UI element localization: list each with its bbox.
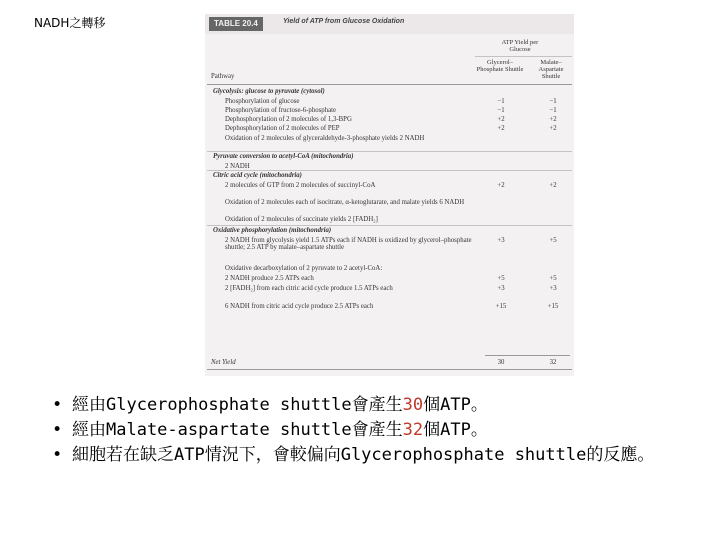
section-rule — [207, 170, 572, 171]
row-label: Phosphorylation of glucose — [225, 98, 300, 105]
row-value-malate: +5 — [549, 275, 557, 282]
column-group-rule — [475, 56, 572, 57]
bullet-dot-icon: • — [52, 445, 63, 465]
row-label: 2 NADH — [225, 163, 250, 170]
row-value-malate: +2 — [549, 125, 557, 132]
row-value-malate: +5 — [549, 237, 557, 244]
row-label: Oxidation of 2 molecules of glyceraldehyde-3-phosphate yields 2 NADH — [225, 135, 425, 142]
net-yield-label: Net Yield — [211, 359, 236, 366]
bottom-rule — [207, 369, 572, 370]
bullet-text-suffix: 個ATP。 — [423, 395, 488, 415]
bullet-highlight-number: 30 — [402, 395, 424, 415]
column-header-glycerol-phosphate: Glycerol–Phosphate Shuttle — [476, 59, 524, 73]
row-value-malate: −1 — [549, 107, 557, 114]
row-value-glycerol: +3 — [497, 237, 505, 244]
page-title: NADH之轉移 — [34, 16, 106, 30]
row-label: Dephosphorylation of 2 molecules of PEP — [225, 125, 340, 132]
bullet-item — [52, 393, 692, 418]
row-value-malate: +2 — [549, 116, 557, 123]
row-label: Oxidation of 2 molecules each of isocitrate, α-ketoglutarate, and malate yields 6 NADH — [225, 199, 465, 206]
bullet-item — [52, 418, 692, 443]
table-header-bar — [205, 14, 574, 34]
row-value-glycerol: +5 — [497, 275, 505, 282]
section-rule — [207, 225, 572, 226]
row-label: Oxidative phosphorylation (mitochondria) — [213, 227, 332, 234]
bullet-text: 細胞若在缺乏ATP情況下，會較偏向Glycerophosphate shuttle的反應。 — [72, 445, 655, 465]
row-value-malate: −1 — [549, 98, 557, 105]
column-header-malate-aspartate: Malate–Aspartate Shuttle — [538, 59, 564, 80]
atp-yield-table — [205, 14, 574, 376]
net-yield-glycerol: 30 — [497, 359, 505, 366]
row-value-glycerol: +3 — [497, 285, 505, 292]
row-label: Phosphorylation of fructose-6-phosphate — [225, 107, 336, 114]
row-value-glycerol: +2 — [497, 116, 505, 123]
bullet-text: 經由Malate-aspartate shuttle會產生 — [72, 420, 403, 440]
row-label: 2 NADH from glycolysis yield 1.5 ATPs each if NADH is oxidized by glycerol–phosphate shuttle; 2.5 ATP by malate–aspartate shuttle — [225, 237, 472, 252]
row-value-glycerol: −1 — [497, 98, 505, 105]
bullet-item — [52, 443, 692, 468]
column-group-header: ATP Yield per Glucose — [501, 39, 539, 53]
row-label: 2 NADH produce 2.5 ATPs each — [225, 275, 314, 282]
bullet-text-suffix: 個ATP。 — [423, 420, 488, 440]
total-rule — [485, 355, 570, 356]
row-value-glycerol: +2 — [497, 182, 505, 189]
row-value-glycerol: +2 — [497, 125, 505, 132]
row-label: Pyruvate conversion to acetyl-CoA (mitochondria) — [213, 153, 354, 160]
row-value-malate: +3 — [549, 285, 557, 292]
row-label: Citric acid cycle (mitochondria) — [213, 172, 302, 179]
row-label: 6 NADH from citric acid cycle produce 2.5 ATPs each — [225, 303, 374, 310]
row-value-malate: +15 — [547, 303, 559, 310]
table-number-label: TABLE 20.4 — [209, 17, 263, 31]
row-label: Dephosphorylation of 2 molecules of 1,3-BPG — [225, 116, 352, 123]
header-rule — [207, 84, 572, 85]
pathway-header: Pathway — [211, 73, 235, 80]
row-value-malate: +2 — [549, 182, 557, 189]
bullet-dot-icon: • — [52, 420, 63, 440]
row-label: Oxidation of 2 molecules of succinate yields 2 [FADH₂] — [225, 216, 378, 223]
row-label: 2 [FADH₂] from each citric acid cycle produce 1.5 ATPs each — [225, 285, 393, 292]
bullet-highlight-number: 32 — [402, 420, 424, 440]
section-rule — [207, 151, 572, 152]
bullet-text: 經由Glycerophosphate shuttle會產生 — [72, 395, 403, 415]
row-label: Oxidative decarboxylation of 2 pyruvate to 2 acetyl-CoA: — [225, 265, 383, 272]
row-label: Glycolysis: glucose to pyruvate (cytosol) — [213, 88, 325, 95]
row-label: 2 molecules of GTP from 2 molecules of succinyl-CoA — [225, 182, 376, 189]
net-yield-malate: 32 — [549, 359, 557, 366]
row-value-glycerol: +15 — [495, 303, 507, 310]
bullet-list — [52, 393, 692, 468]
row-value-glycerol: −1 — [497, 107, 505, 114]
bullet-dot-icon: • — [52, 395, 63, 415]
table-title: Yield of ATP from Glucose Oxidation — [283, 18, 405, 25]
